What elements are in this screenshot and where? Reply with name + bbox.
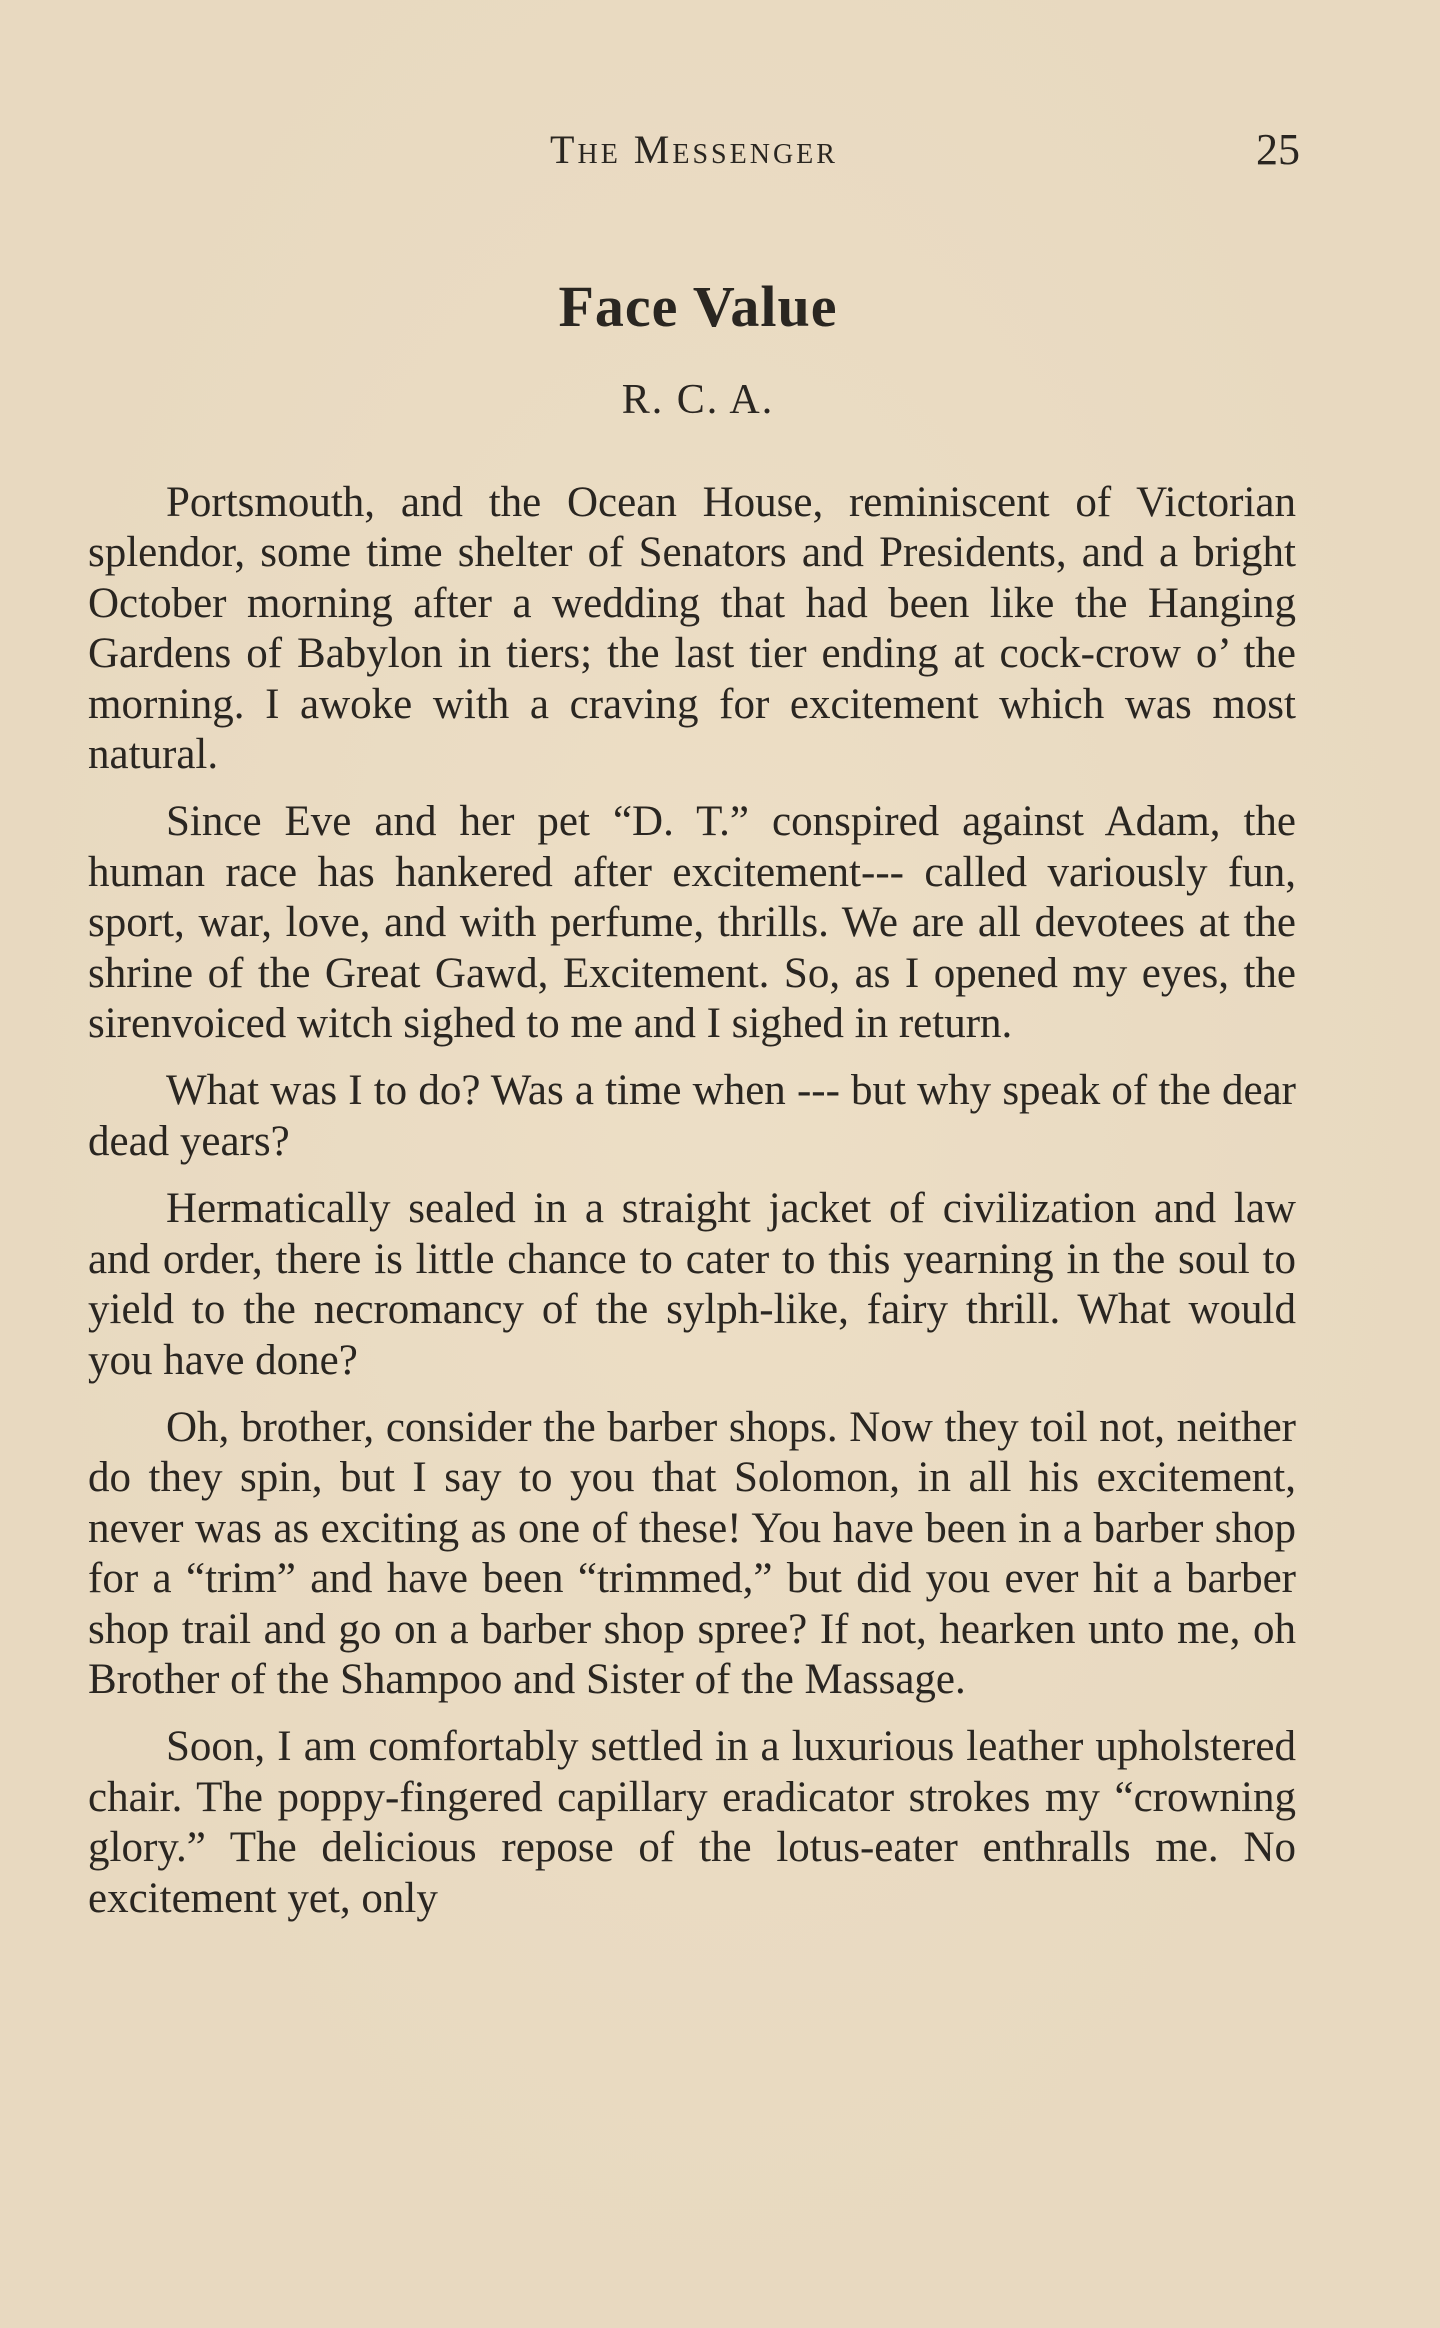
paragraph: Oh, brother, consider the barber shops. Now they toil not, neither do they spin, but I say to you that Solomon, in all his excitement, never was as exciting as one of these! You have been in a barber shop for a “trim” and have been “trimmed,” but did you ever hit a barber shop trail and go on a barber shop spree? If not, hearken unto me, oh Brother of the Shampoo and Sister of the Massage. [88,1403,1296,1703]
article-title: Face Value [558,274,838,339]
paragraph: Since Eve and her pet “D. T.” conspired against Adam, the human race has hankered after excitement--- called variously fun, sport, war, love, and with perfume, thrills. We are all devotees at the shrine of the Great Gawd, Excitement. So, as I opened my eyes, the sirenvoiced witch sighed to me and I sighed in return. [88,798,1296,1048]
page-number: 25 [1256,125,1300,174]
paragraph: Hermatically sealed in a straight jacket of civilization and law and order, there is little chance to cater to this yearning in the soul to yield to the necromancy of the sylph-like, fairy thrill. What would you have done? [88,1185,1296,1384]
running-title: The Messenger [550,127,838,172]
paragraph: Soon, I am comfortably settled in a luxurious leather upholstered chair. The poppy-fingered capillary eradicator strokes my “crowning glory.” The delicious repose of the lotus-eater enthralls me. No excitement yet, only [88,1723,1296,1922]
running-head [88,122,1300,178]
article-body [88,478,1296,1941]
article-byline: R. C. A. [621,377,775,423]
paragraph: What was I to do? Was a time when --- but why speak of the dear dead years? [88,1067,1296,1165]
paragraph: Portsmouth, and the Ocean House, reminiscent of Victorian splendor, some time shelter of Senators and Presidents, and a bright October morning after a wedding that had been like the Hanging Gardens of Babylon in tiers; the last tier ending at cock-crow o’ the morning. I awoke with a craving for excitement which was most natural. [88,479,1296,779]
